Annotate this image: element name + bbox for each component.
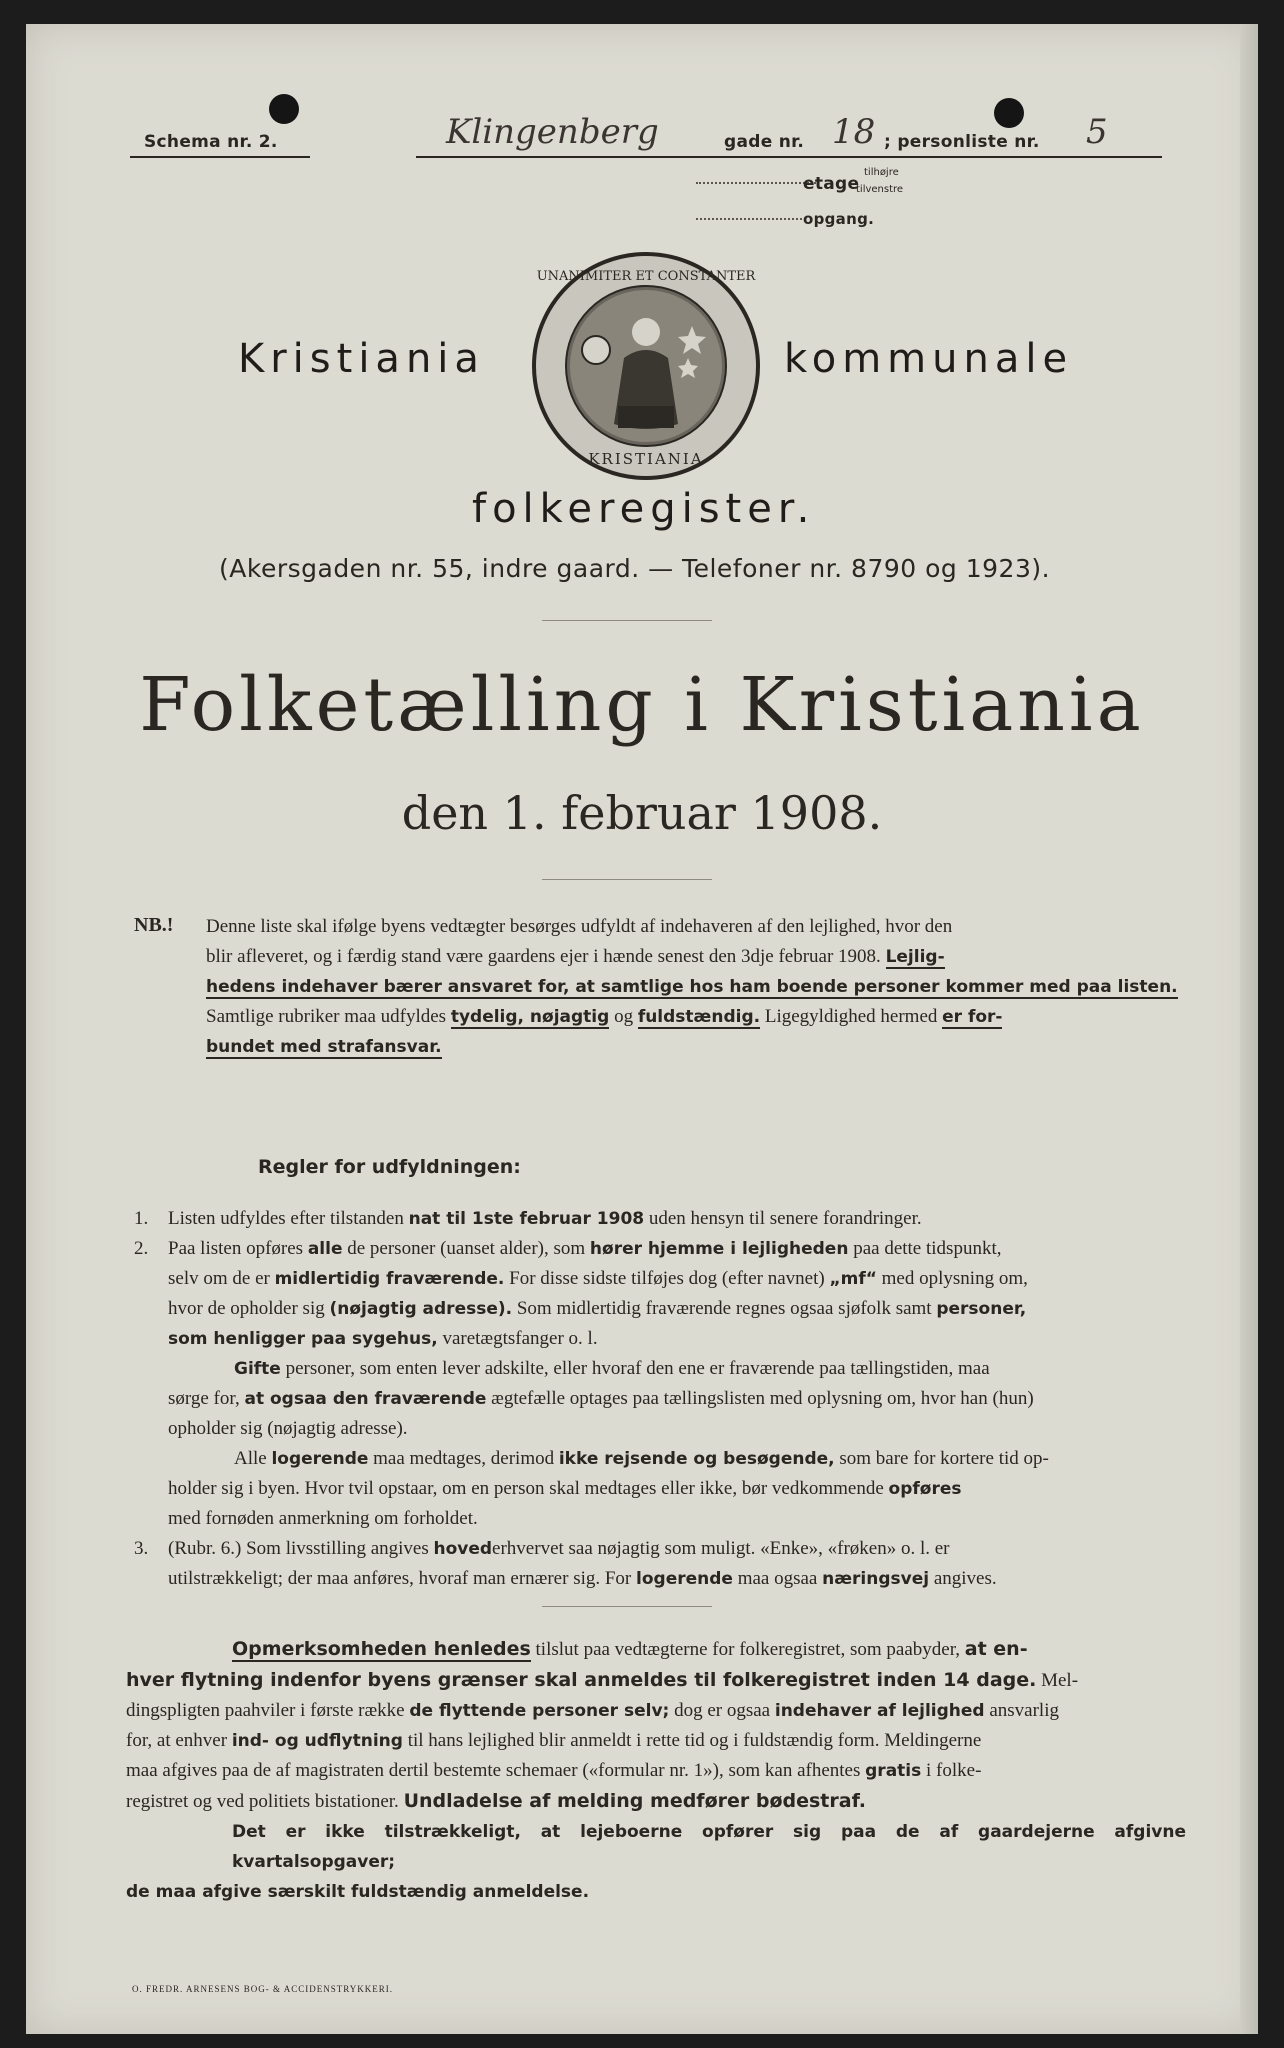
personliste-value: 5 [1086, 112, 1108, 152]
tilhojre-label: tilhøjre [864, 167, 899, 178]
rule-2-l2c: For disse sidste tilføjes dog (efter navnet) [509, 1268, 825, 1289]
gifte-l2c: ægtefælle optages paa tællingslisten med oplysning om, hvor han (hun) [491, 1388, 1034, 1409]
notice-l3d: indehaver af lejlighed [774, 1701, 985, 1721]
street-handwritten: Klingenberg [446, 112, 659, 152]
nb-line-5 [206, 1032, 1186, 1062]
alle-b: logerende [271, 1449, 369, 1469]
masthead-folkeregister: folkeregister. [472, 486, 816, 532]
rule-2-l1c: de personer (uanset alder), som [347, 1238, 586, 1259]
gifte-l2b: at ogsaa den fraværende [244, 1389, 487, 1409]
rule-2-l1b: alle [307, 1239, 343, 1259]
notice-paragraph [126, 1634, 1186, 1907]
notice-l3b: de flyttende personer selv; [409, 1701, 670, 1721]
notice-l3c: dog er ogsaa [674, 1700, 771, 1721]
punch-hole-right [994, 98, 1024, 128]
nb-line-4f: er for- [942, 1007, 1003, 1027]
notice-line-3 [126, 1696, 1186, 1726]
rule-2-number: 2. [134, 1238, 149, 1259]
rule-3-l1a: (Rubr. 6.) Som livsstilling angives [168, 1538, 429, 1559]
rule-3-number: 3. [134, 1538, 149, 1559]
rule-3-l1b: hoved [433, 1539, 493, 1559]
nb-line-5-text: bundet med strafansvar. [206, 1037, 442, 1057]
notice-line-2 [126, 1665, 1186, 1696]
rule-2-l3b: (nøjagtig adresse). [329, 1299, 513, 1319]
rule-2-l2a: selv om de er [168, 1268, 270, 1289]
notice-line-8: de maa afgive særskilt fuldstændig anmeldelse. [126, 1882, 590, 1902]
alle-d: ikke rejsende og besøgende, [558, 1449, 835, 1469]
gade-value: 18 [832, 112, 876, 152]
notice-l4a: for, at enhver [126, 1730, 228, 1751]
rule-2-l2e: med oplysning om, [881, 1268, 1028, 1289]
alle-e: som bare for kortere tid op- [839, 1448, 1049, 1469]
notice-line-7: Det er ikke tilstrækkeligt, at lejeboerne opfører sig paa de af gaardejerne afgivne kvartalsopgaver; [232, 1822, 1186, 1872]
rule-2-l3c: Som midlertidig fraværende regnes ogsaa sjøfolk samt [516, 1298, 932, 1319]
rule-3-line-1 [134, 1534, 1186, 1564]
notice-line-5 [126, 1756, 1186, 1786]
gifte-b: personer, som enten lever adskilte, eller hvoraf den ene er fraværende paa tællingstiden, maa [285, 1358, 990, 1379]
divider-3 [542, 1606, 712, 1607]
gifte-l2a: sørge for, [168, 1388, 240, 1409]
masthead-left: Kristiania [238, 336, 485, 382]
nb-line-4c: og [614, 1006, 634, 1027]
notice-line-1 [126, 1634, 1186, 1665]
rule-2-l1e: paa dette tidspunkt, [853, 1238, 1002, 1259]
gifte-a: Gifte [234, 1359, 281, 1379]
nb-line-4d: fuldstændig. [637, 1007, 761, 1027]
punch-hole-left [269, 94, 299, 124]
rule-2-l3a: hvor de opholder sig [168, 1298, 325, 1319]
notice-l2b: Mel- [1041, 1670, 1079, 1691]
nb-paragraph [206, 912, 1186, 1062]
rule-1a: Listen udfyldes efter tilstanden [168, 1208, 404, 1229]
nb-line-4a: Samtlige rubriker maa udfyldes [206, 1006, 447, 1027]
seal-bottom-text: KRISTIANIA [588, 450, 704, 468]
printer-footer: O. FREDR. ARNESENS BOG- & ACCIDENSTRYKKERI. [132, 1984, 394, 1994]
etage-dotted-line [696, 182, 816, 184]
notice-l1c: at en- [964, 1638, 1028, 1660]
rule-3-l2c: maa ogsaa [737, 1568, 818, 1589]
nb-line-2 [206, 942, 1186, 972]
notice-l4c: til hans lejlighed blir anmeldt i rette tid og i fuldstændig form. Meldingerne [407, 1730, 982, 1751]
nb-line-4b: tydelig, nøjagtig [450, 1007, 610, 1027]
alle-l2b: opføres [888, 1479, 962, 1499]
gifte-line-1 [134, 1354, 1186, 1384]
nb-line-2a: blir afleveret, og i færdig stand være gaardens ejer i hænde senest den 3dje februar 1908. [206, 946, 881, 967]
rule-2-line-3 [134, 1294, 1186, 1324]
notice-line-6 [126, 1786, 1186, 1817]
alle-l2: holder sig i byen. Hvor tvil opstaar, om en person skal medtages eller ikke, bør vedkommende [168, 1478, 884, 1499]
alle-a: Alle [234, 1448, 267, 1469]
alle-c: maa medtages, derimod [373, 1448, 555, 1469]
opgang-label: opgang. [803, 210, 875, 228]
notice-l2: hver flytning indenfor byens grænser skal anmeldes til folkeregistret inden 14 dage. [126, 1669, 1037, 1691]
document-title: Folketælling i Kristiania [139, 662, 1145, 748]
rule-2-l4b: varetægtsfanger o. l. [442, 1328, 598, 1349]
nb-line-3-text: hedens indehaver bærer ansvaret for, at samtlige hos ham boende personer kommer med paa listen. [206, 977, 1178, 997]
address-underline [416, 156, 1162, 158]
gade-label: gade nr. [724, 132, 805, 152]
seal-top-text: UNANIMITER ET CONSTANTER [536, 269, 756, 284]
rule-2-l1d: hører hjemme i lejligheden [589, 1239, 849, 1259]
personliste-label: ; personliste nr. [884, 132, 1040, 152]
notice-l1b: tilslut paa vedtægterne for folkeregistret, som paabyder, [535, 1639, 961, 1660]
notice-l3a: dingspligten paahviler i første række [126, 1700, 405, 1721]
divider-1 [542, 620, 712, 621]
gifte-line-3: opholder sig (nøjagtig adresse). [168, 1418, 408, 1439]
rule-1-number: 1. [134, 1208, 149, 1229]
rule-3-l1c: erhvervet saa nøjagtig som muligt. «Enke», «frøken» o. l. er [492, 1538, 950, 1559]
rule-2-line-4 [134, 1324, 1186, 1354]
rule-1 [134, 1204, 1186, 1234]
rule-3-line-2 [134, 1564, 1186, 1594]
rules-list [134, 1204, 1186, 1594]
rule-2-l2b: midlertidig fraværende. [274, 1269, 505, 1289]
masthead-address: (Akersgaden nr. 55, indre gaard. — Telefoner nr. 8790 og 1923). [219, 554, 1051, 583]
notice-l4b: ind- og udflytning [231, 1731, 403, 1751]
nb-label: NB.! [134, 914, 174, 936]
notice-l1a: Opmerksomheden henledes [232, 1638, 531, 1660]
opgang-dotted-line [696, 218, 806, 220]
rule-2-l2d: „mf“ [829, 1269, 877, 1289]
rule-3-l2b: logerende [636, 1569, 733, 1589]
nb-line-1: Denne liste skal ifølge byens vedtægter besørges udfyldt af indehaveren af den lejlighed, hvor den [206, 916, 953, 937]
masthead-right: kommunale [784, 336, 1074, 382]
nb-line-4e: Ligegyldighed hermed [764, 1006, 938, 1027]
tilvenstre-label: tilvenstre [856, 184, 904, 195]
rule-3-l2e: angives. [933, 1568, 997, 1589]
page-edge [1240, 24, 1258, 2034]
rule-1b: nat til 1ste februar 1908 [408, 1209, 645, 1229]
schema-label: Schema nr. 2. [144, 132, 278, 152]
nb-line-4 [206, 1002, 1186, 1032]
rule-2-line-2 [134, 1264, 1186, 1294]
document-date: den 1. februar 1908. [401, 786, 883, 840]
notice-l5c: i folke- [926, 1760, 982, 1781]
rules-heading: Regler for udfyldningen: [258, 1156, 521, 1178]
gifte-line-2 [134, 1384, 1186, 1414]
document-sheet [26, 24, 1258, 2034]
rule-1c: uden hensyn til senere forandringer. [648, 1208, 922, 1229]
etage-label: etage [803, 174, 860, 194]
city-seal-icon [526, 246, 766, 486]
schema-underline [130, 156, 310, 158]
alle-line-3: med fornøden anmerkning om forholdet. [168, 1508, 478, 1529]
rule-3-l2d: næringsvej [822, 1569, 930, 1589]
notice-l3e: ansvarlig [989, 1700, 1059, 1721]
notice-l6b: Undladelse af melding medfører bødestraf. [403, 1790, 867, 1812]
notice-l6a: registret og ved politiets bistationer. [126, 1791, 399, 1812]
rule-2-l3d: personer, [936, 1299, 1027, 1319]
divider-2 [542, 879, 712, 880]
rule-2-l4a: som henligger paa sygehus, [168, 1329, 438, 1349]
nb-line-2b: Lejlig- [885, 947, 945, 967]
notice-line-4 [126, 1726, 1186, 1756]
nb-line-3 [206, 972, 1186, 1002]
rule-2-line-1 [134, 1234, 1186, 1264]
notice-l5b: gratis [865, 1761, 922, 1781]
notice-l5a: maa afgives paa de af magistraten dertil bestemte schemaer («formular nr. 1»), som kan afhentes [126, 1760, 861, 1781]
alle-line-1 [134, 1444, 1186, 1474]
alle-line-2 [134, 1474, 1186, 1504]
rule-3-l2a: utilstrækkeligt; der maa anføres, hvoraf man ernærer sig. For [168, 1568, 632, 1589]
rule-2-l1a: Paa listen opføres [168, 1238, 304, 1259]
